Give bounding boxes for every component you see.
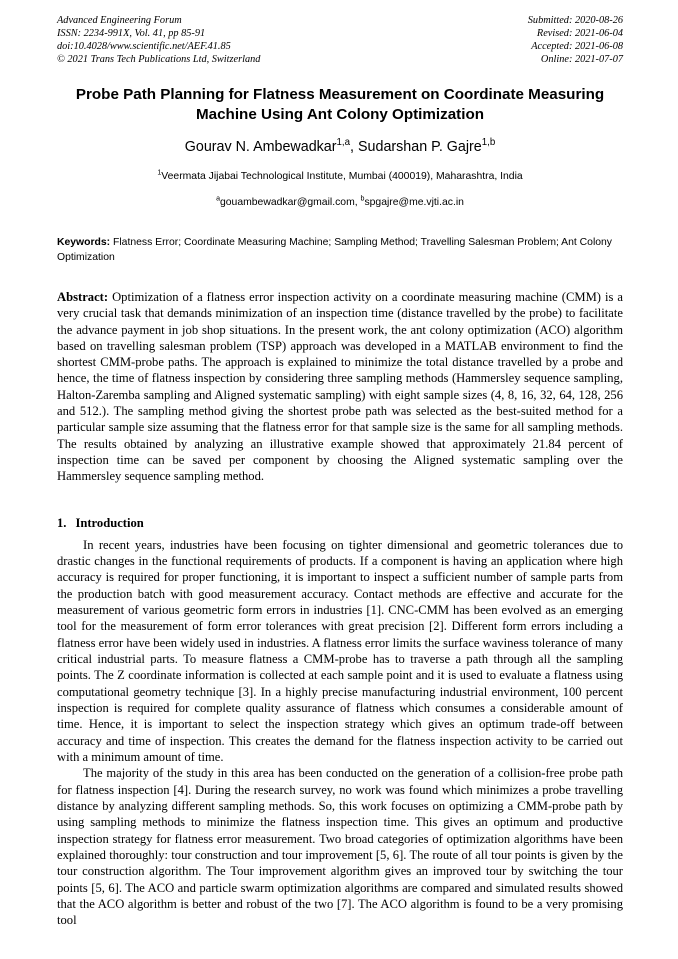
abstract-block <box>57 289 623 485</box>
page-title: Probe Path Planning for Flatness Measurement on Coordinate Measuring Machine Using Ant Colony Optimization <box>75 86 605 123</box>
date-revised: Revised: 2021-06-04 <box>536 28 623 40</box>
journal-copyright: © 2021 Trans Tech Publications Ltd, Switzerland <box>57 54 261 66</box>
body-paragraph: In recent years, industries have been focusing on tighter dimensional and geometric tolerances due to drastic changes in the functional requirements of products. If a component is having an application where high accuracy is required for proper functioning, it is important to inspect a sufficient number of sample parts from the production batch with good measurement accuracy. Contact methods are effective and accurate for the measurement of various geometric form errors in industries [1]. CNC-CMM has been evolved as an emerging tool for the measurement of form error tolerances with great precision [2]. Different form errors including a flatness error have been widely used in industries. A flatness error limits the surface waviness tolerance of many critical industrial parts. To measure flatness a CMM-probe has to traverse a path through all the sampling points. The Z coordinate information is collected at each sample point and it is used to evaluate a flatness using computational geometry technique [3]. In a highly precise manufacturing industrial environment, 100 percent inspection is required for complete quality assurance of flatness which consumes a considerable amount of time. Hence, it is important to select the inspection strategy which gives an optimum trade-off between accuracy and time of inspection. This creates the demand for the flatness inspection activity to be carried out with a minimum amount of time. <box>57 537 623 765</box>
author-emails <box>57 196 623 210</box>
page-content <box>57 14 623 929</box>
date-submitted: Submitted: 2020-08-26 <box>527 15 623 26</box>
author-affil-marker-1: 1,a <box>336 137 351 149</box>
email-marker-2: b <box>360 195 365 203</box>
author-name-1: Gourav N. Ambewadkar <box>184 139 337 156</box>
body-paragraph: The majority of the study in this area has been conducted on the generation of a collision-free probe path for flatness inspection [4]. During the research survey, no work was found which minimizes a probe travelling distance by analyzing different sampling methods. So, this work focuses on optimizing a CMM-probe path by using sampling methods to minimize the flatness inspection time. This gives an optimum and productive inspection strategy for flatness error measurement. Two broad categories of optimization algorithms have been explained thoroughly: tour construction and tour improvement [5, 6]. The route of all tour points is given by the tour construction algorithm. The Tour improvement algorithm gives an improved tour by switching the tour points [5, 6]. The ACO and particle swarm optimization algorithms are compared and simulated results showed that the ACO algorithm is better and robust of the two [7]. The ACO algorithm is found to be a very promising tool <box>57 766 623 928</box>
email-address-1[interactable]: gouambewadkar@gmail.com <box>220 197 355 209</box>
abstract-label: Abstract: <box>57 290 109 304</box>
author-affil-marker-2: 1,b <box>481 137 496 149</box>
affiliation <box>57 170 623 184</box>
journal-header-right <box>528 14 623 66</box>
abstract-text: Optimization of a flatness error inspection activity on a coordinate measuring machine (CMM) is a very crucial task that demands minimization of an inspection time (distance travelled by the probe) to facilitate the advance payment in job shop situations. In the present work, the ant colony optimization (ACO) algorithm based on travelling salesman problem (TSP) approach was developed in a MATLAB environment to find the shortest CMM-probe paths. The approach is explained to minimize the total distance travelled by a probe and hence, the time of flatness inspection by considering three sampling methods (Hammersley sequence sampling, Halton-Zaremba sampling and Aligned systematic sampling) with eight sample sizes (4, 8, 16, 32, 64, 128, 256 and 512.). The sampling method giving the shortest probe path was selected as the best-suited method for a particular sample size assuming that the flatness error for that sample size is the same for all sampling methods. The results obtained by analyzing an illustrative example showed that approximately 21.84 percent of inspection time can be saved per component by choosing the Aligned systematic sampling over the Hammersley sequence sampling method. <box>57 290 623 484</box>
author-separator: , <box>350 139 358 156</box>
email-marker-1: a <box>216 195 220 203</box>
keywords-block <box>57 236 623 265</box>
section-title: Introduction <box>75 515 144 530</box>
section-number: 1. <box>57 515 67 530</box>
author-name-2: Sudarshan P. Gajre <box>358 139 482 156</box>
journal-header-left <box>57 14 260 66</box>
date-accepted: Accepted: 2021-06-08 <box>531 41 623 53</box>
email-address-2[interactable]: spgajre@me.vjti.ac.in <box>364 197 464 209</box>
section-heading-introduction <box>57 515 623 531</box>
keywords-label: Keywords: <box>57 237 111 249</box>
keywords-text: Flatness Error; Coordinate Measuring Machine; Sampling Method; Travelling Salesman Problem; Ant Colony Optimization <box>57 237 612 263</box>
affiliation-text: Veermata Jijabai Technological Institute, Mumbai (400019), Maharashtra, India <box>161 171 523 183</box>
email-separator: , <box>354 197 361 209</box>
author-list <box>57 138 623 156</box>
journal-doi: doi:10.4028/www.scientific.net/AEF.41.85 <box>57 41 231 53</box>
journal-issn-volume: ISSN: 2234-991X, Vol. 41, pp 85-91 <box>57 28 206 40</box>
journal-running-header <box>57 14 623 66</box>
affiliation-marker: 1 <box>157 169 162 177</box>
date-online: Online: 2021-07-07 <box>540 54 623 66</box>
journal-name: Advanced Engineering Forum <box>57 15 182 26</box>
